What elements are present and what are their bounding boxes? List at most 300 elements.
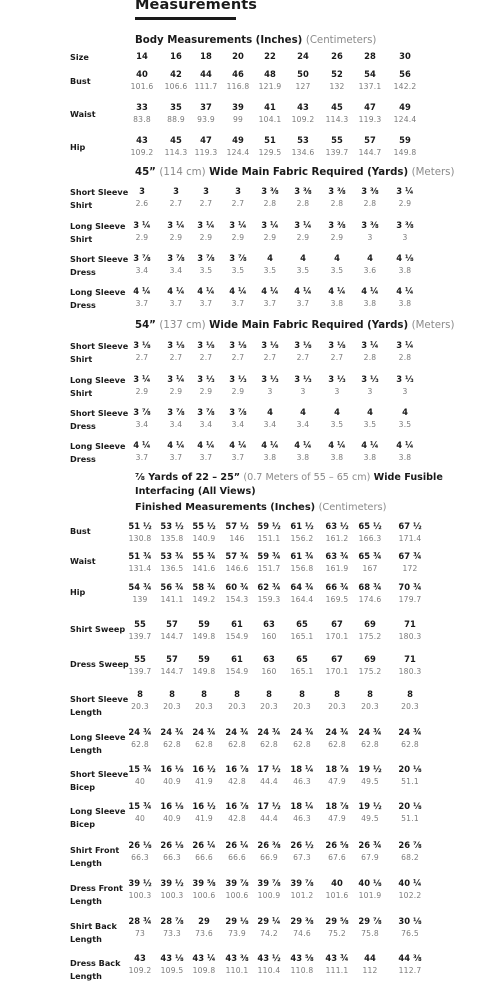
metric-cell: 3.8 [330,453,344,462]
metric-cell: 109.2 [130,148,154,157]
value-cell: 55 [134,654,146,664]
metric-cell: 100.6 [192,891,216,900]
metric-cell: 154.9 [225,632,249,641]
value-cell: 67 [331,654,343,664]
value-cell: 4 ¼ [167,440,185,450]
metric-cell: 2.9 [199,387,213,396]
metric-cell: 3.5 [199,266,213,275]
value-cell: 4 ¼ [229,440,247,450]
value-cell: 39 ½ [160,878,184,888]
metric-cell: 3.5 [363,420,377,429]
metric-cell: 66.6 [228,853,246,862]
value-cell: 26 ⅛ [160,840,184,850]
metric-cell: 110.4 [257,966,281,975]
metric-cell: 73.9 [228,929,246,938]
value-cell: 3 ¼ [167,220,185,230]
value-cell: 3 ¼ [396,186,414,196]
value-cell: 67 ½ [398,521,422,531]
metric-cell: 2.8 [363,199,377,208]
size-cell: 26 [331,51,343,61]
metric-cell: 170.1 [325,667,349,676]
metric-cell: 49.5 [361,777,379,786]
metric-cell: 67.6 [328,853,346,862]
value-cell: 55 [134,619,146,629]
value-cell: 47 [364,102,376,112]
value-cell: 4 [267,253,273,263]
row-label: Hip [70,142,86,152]
metric-cell: 111.1 [325,966,349,975]
row-label: Bust [70,526,91,536]
row-label: Short Sleeve Shirt [70,187,129,210]
metric-cell: 93.9 [197,115,215,124]
metric-cell: 119.3 [194,148,218,157]
value-cell: 8 [407,689,413,699]
metric-cell: 3.7 [263,299,277,308]
metric-cell: 144.7 [160,667,184,676]
metric-cell: 140.9 [192,534,216,543]
value-cell: 48 [264,69,276,79]
metric-cell: 3 [367,387,373,396]
metric-cell: 68.2 [401,853,419,862]
metric-cell: 180.3 [398,667,422,676]
value-cell: 24 ¾ [325,727,349,737]
fabric54-width-cm: (137 cm) [159,320,206,331]
value-cell: 29 ⅜ [290,916,314,926]
metric-cell: 102.2 [398,891,422,900]
metric-cell: 144.7 [160,632,184,641]
metric-cell: 3.7 [231,299,245,308]
size-cell: 18 [200,51,212,61]
value-cell: 4 ¼ [167,286,185,296]
value-cell: 3 ⅞ [133,407,151,417]
metric-cell: 47.9 [328,814,346,823]
value-cell: 35 [170,102,182,112]
metric-cell: 3.5 [330,420,344,429]
metric-cell: 20.3 [401,702,419,711]
metric-cell: 151.1 [257,534,281,543]
value-cell: 16 ⅞ [225,801,249,811]
value-cell: 17 ½ [257,764,281,774]
value-cell: 3 ⅜ [328,220,346,230]
fabric45-width: 45” [135,167,156,178]
value-cell: 43 ⅛ [160,953,184,963]
metric-cell: 159.3 [257,595,281,604]
value-cell: 17 ½ [257,801,281,811]
fabric54-unit: (Meters) [411,320,455,331]
metric-cell: 104.1 [258,115,282,124]
metric-cell: 3.8 [398,453,412,462]
value-cell: 26 ⅝ [325,840,349,850]
value-cell: 28 ¾ [128,916,152,926]
metric-cell: 2.7 [169,199,183,208]
metric-cell: 49.5 [361,814,379,823]
metric-cell: 2.8 [363,353,377,362]
value-cell: 43 [297,102,309,112]
value-cell: 50 [297,69,309,79]
metric-cell: 51.1 [401,814,419,823]
value-cell: 3 ⅞ [229,407,247,417]
fabric45-width-cm: (114 cm) [159,167,206,178]
size-cell: 20 [232,51,244,61]
value-cell: 65 ½ [358,521,382,531]
value-cell: 15 ¾ [128,764,152,774]
value-cell: 16 ⅛ [160,764,184,774]
metric-cell: 179.7 [398,595,422,604]
row-label: Dress Back Length [70,958,121,981]
value-cell: 3 ⅛ [261,340,279,350]
value-cell: 45 [170,135,182,145]
metric-cell: 2.7 [330,353,344,362]
value-cell: 63 ½ [325,521,349,531]
value-cell: 4 ¼ [229,286,247,296]
value-cell: 66 ¾ [325,582,349,592]
metric-cell: 142.2 [393,82,417,91]
value-cell: 4 [334,407,340,417]
metric-cell: 156.8 [290,564,314,573]
value-cell: 51 ¾ [128,551,152,561]
metric-cell: 88.9 [167,115,185,124]
value-cell: 15 ¾ [128,801,152,811]
metric-cell: 101.9 [358,891,382,900]
value-cell: 63 ¾ [325,551,349,561]
value-cell: 3 ¼ [167,374,185,384]
value-cell: 61 [231,654,243,664]
metric-cell: 3 [267,387,273,396]
value-cell: 54 ¾ [128,582,152,592]
interfacing-metric: (0.7 Meters of 55 – 65 cm) [243,472,371,483]
metric-cell: 2.6 [135,199,149,208]
row-label: Short Sleeve Bicep [70,769,129,792]
value-cell: 3 ⅛ [294,340,312,350]
metric-cell: 171.4 [398,534,422,543]
value-cell: 29 ⅝ [325,916,349,926]
metric-cell: 20.3 [361,702,379,711]
metric-cell: 149.8 [192,667,216,676]
value-cell: 45 [331,102,343,112]
metric-cell: 40.9 [163,777,181,786]
metric-cell: 20.3 [260,702,278,711]
value-cell: 4 [402,407,408,417]
value-cell: 4 [300,407,306,417]
value-cell: 29 [198,916,210,926]
value-cell: 65 [296,619,308,629]
metric-cell: 139.7 [128,632,152,641]
metric-cell: 3.5 [330,266,344,275]
value-cell: 29 ¼ [257,916,281,926]
row-label: Hip [70,587,86,597]
value-cell: 3 ⅓ [328,374,346,384]
metric-cell: 3.5 [398,420,412,429]
row-label: Dress Front Length [70,883,123,906]
metric-cell: 41.9 [195,814,213,823]
value-cell: 3 ⅓ [261,374,279,384]
value-cell: 44 [200,69,212,79]
value-cell: 43 ¾ [325,953,349,963]
metric-cell: 46.3 [293,814,311,823]
metric-cell: 144.7 [358,148,382,157]
metric-cell: 62.8 [328,740,346,749]
value-cell: 57 [166,654,178,664]
metric-cell: 44.4 [260,777,278,786]
metric-cell: 101.6 [130,82,154,91]
fabric54-title [135,320,454,331]
value-cell: 4 ¼ [261,286,279,296]
row-label: Shirt Back Length [70,921,117,944]
value-cell: 71 [404,654,416,664]
metric-cell: 3.6 [363,266,377,275]
metric-cell: 20.3 [131,702,149,711]
value-cell: 4 ¼ [133,286,151,296]
metric-cell: 161.2 [325,534,349,543]
row-label: Dress Sweep [70,659,129,669]
value-cell: 49 [232,135,244,145]
metric-cell: 130.8 [128,534,152,543]
value-cell: 55 ¾ [192,551,216,561]
metric-cell: 2.9 [199,233,213,242]
value-cell: 3 ⅞ [167,407,185,417]
metric-cell: 44.4 [260,814,278,823]
value-cell: 3 ⅓ [197,374,215,384]
value-cell: 61 ½ [290,521,314,531]
metric-cell: 101.6 [325,891,349,900]
value-cell: 29 ⅛ [225,916,249,926]
metric-cell: 2.7 [199,353,213,362]
metric-cell: 112.7 [398,966,422,975]
value-cell: 3 ⅛ [229,340,247,350]
fabric45-title-main: Wide Main Fabric Required (Yards) [209,167,409,178]
metric-cell: 146 [229,534,245,543]
metric-cell: 67.3 [293,853,311,862]
metric-cell: 41.9 [195,777,213,786]
row-label: Waist [70,556,96,566]
value-cell: 16 ⅞ [225,764,249,774]
value-cell: 16 ½ [192,801,216,811]
metric-cell: 3.7 [296,299,310,308]
value-cell: 16 ½ [192,764,216,774]
metric-cell: 151.7 [257,564,281,573]
metric-cell: 149.2 [192,595,216,604]
row-label: Long Sleeve Shirt [70,375,126,398]
metric-cell: 164.4 [290,595,314,604]
body-title-main: Body Measurements (Inches) [135,35,303,46]
value-cell: 60 ¾ [225,582,249,592]
metric-cell: 2.7 [231,199,245,208]
value-cell: 8 [299,689,305,699]
metric-cell: 66.3 [131,853,149,862]
metric-cell: 66.3 [163,853,181,862]
metric-cell: 3 [402,387,408,396]
value-cell: 3 ⅓ [361,374,379,384]
finished-title-unit: (Centimeters) [318,502,387,513]
metric-cell: 3.4 [296,420,310,429]
value-cell: 19 ½ [358,764,382,774]
metric-cell: 141.6 [192,564,216,573]
metric-cell: 139 [132,595,148,604]
value-cell: 63 [263,619,275,629]
value-cell: 3 ¼ [229,220,247,230]
metric-cell: 2.9 [231,387,245,396]
metric-cell: 139.7 [325,148,349,157]
metric-cell: 3.4 [135,420,149,429]
metric-cell: 100.9 [257,891,281,900]
size-cell: 24 [297,51,309,61]
metric-cell: 67.9 [361,853,379,862]
metric-cell: 169.5 [325,595,349,604]
metric-cell: 62.8 [131,740,149,749]
value-cell: 69 [364,654,376,664]
value-cell: 4 [334,253,340,263]
metric-cell: 20.3 [328,702,346,711]
metric-cell: 2.9 [263,233,277,242]
value-cell: 4 ¼ [197,440,215,450]
value-cell: 59 [198,619,210,629]
metric-cell: 2.7 [296,353,310,362]
metric-cell: 100.6 [225,891,249,900]
metric-cell: 75.8 [361,929,379,938]
metric-cell: 129.5 [258,148,282,157]
value-cell: 39 [232,102,244,112]
metric-cell: 149.8 [192,632,216,641]
metric-cell: 42.8 [228,814,246,823]
metric-cell: 40 [134,814,146,823]
value-cell: 24 ¾ [290,727,314,737]
metric-cell: 3.8 [363,453,377,462]
metric-cell: 66.6 [195,853,213,862]
metric-cell: 66.9 [260,853,278,862]
value-cell: 18 ¼ [290,801,314,811]
value-cell: 3 ⅜ [361,220,379,230]
value-cell: 57 ½ [225,521,249,531]
value-cell: 56 [399,69,411,79]
value-cell: 53 ¾ [160,551,184,561]
row-label: Short Sleeve Shirt [70,341,129,364]
value-cell: 61 ¾ [290,551,314,561]
metric-cell: 134.6 [291,148,315,157]
metric-cell: 73.3 [163,929,181,938]
interfacing-note [135,471,485,499]
value-cell: 47 [200,135,212,145]
value-cell: 4 [367,407,373,417]
metric-cell: 3 [402,233,408,242]
value-cell: 42 [170,69,182,79]
metric-cell: 2.7 [231,353,245,362]
value-cell: 20 ⅛ [398,764,422,774]
row-label: Shirt Front Length [70,845,120,868]
value-cell: 43 ⅜ [225,953,249,963]
metric-cell: 75.2 [328,929,346,938]
value-cell: 26 ⅞ [398,840,422,850]
value-cell: 3 ⅓ [229,374,247,384]
value-cell: 59 [198,654,210,664]
value-cell: 4 ¼ [261,440,279,450]
metric-cell: 62.8 [401,740,419,749]
value-cell: 3 ⅞ [133,253,151,263]
interfacing-main-2: Wide Fusible Interfacing (All Views) [135,472,443,497]
value-cell: 4 ¼ [396,286,414,296]
value-cell: 4 ¼ [361,440,379,450]
value-cell: 16 ⅛ [160,801,184,811]
metric-cell: 175.2 [358,632,382,641]
value-cell: 3 ⅛ [197,340,215,350]
value-cell: 3 ¼ [294,220,312,230]
metric-cell: 2.7 [263,353,277,362]
metric-cell: 2.8 [296,199,310,208]
value-cell: 26 ¼ [192,840,216,850]
value-cell: 24 ¾ [128,727,152,737]
value-cell: 24 ¾ [225,727,249,737]
metric-cell: 180.3 [398,632,422,641]
value-cell: 57 [166,619,178,629]
metric-cell: 2.9 [169,233,183,242]
value-cell: 28 ⅞ [160,916,184,926]
metric-cell: 124.4 [393,115,417,124]
metric-cell: 109.5 [160,966,184,975]
value-cell: 3 [173,186,179,196]
metric-cell: 62.8 [163,740,181,749]
metric-cell: 3.7 [169,453,183,462]
metric-cell: 2.9 [330,233,344,242]
value-cell: 3 ⅜ [261,186,279,196]
metric-cell: 154.3 [225,595,249,604]
size-cell: 22 [264,51,276,61]
metric-cell: 136.5 [160,564,184,573]
metric-cell: 2.9 [169,387,183,396]
value-cell: 39 ⅞ [257,878,281,888]
value-cell: 3 ⅛ [167,340,185,350]
body-title-unit: (Centimeters) [305,35,377,46]
metric-cell: 3 [300,387,306,396]
value-cell: 3 ⅛ [328,340,346,350]
metric-cell: 3.8 [296,453,310,462]
value-cell: 55 [331,135,343,145]
size-cell: 30 [399,51,411,61]
value-cell: 4 ¼ [294,440,312,450]
value-cell: 4 ¼ [361,286,379,296]
value-cell: 24 ¾ [192,727,216,737]
value-cell: 3 ⅞ [167,253,185,263]
value-cell: 4 [267,407,273,417]
value-cell: 39 ⅞ [290,878,314,888]
value-cell: 39 ⅞ [225,878,249,888]
metric-cell: 127 [295,82,311,91]
metric-cell: 174.6 [358,595,382,604]
metric-cell: 110.1 [225,966,249,975]
size-cell: 28 [364,51,376,61]
metric-cell: 111.7 [194,82,218,91]
value-cell: 44 [364,953,376,963]
metric-cell: 40 [134,777,146,786]
value-cell: 3 ¼ [197,220,215,230]
metric-cell: 114.3 [325,115,349,124]
metric-cell: 166.3 [358,534,382,543]
metric-cell: 40.9 [163,814,181,823]
value-cell: 24 ¾ [257,727,281,737]
body-measurements-title [135,35,376,46]
metric-cell: 3.4 [169,266,183,275]
value-cell: 61 [231,619,243,629]
metric-cell: 2.7 [199,199,213,208]
value-cell: 63 [263,654,275,664]
value-cell: 59 ½ [257,521,281,531]
metric-cell: 161.9 [325,564,349,573]
value-cell: 3 ¼ [361,340,379,350]
value-cell: 8 [334,689,340,699]
value-cell: 3 ⅛ [133,340,151,350]
size-label: Size [70,52,89,62]
value-cell: 44 ⅜ [398,953,422,963]
metric-cell: 3.4 [263,420,277,429]
metric-cell: 109.2 [128,966,152,975]
